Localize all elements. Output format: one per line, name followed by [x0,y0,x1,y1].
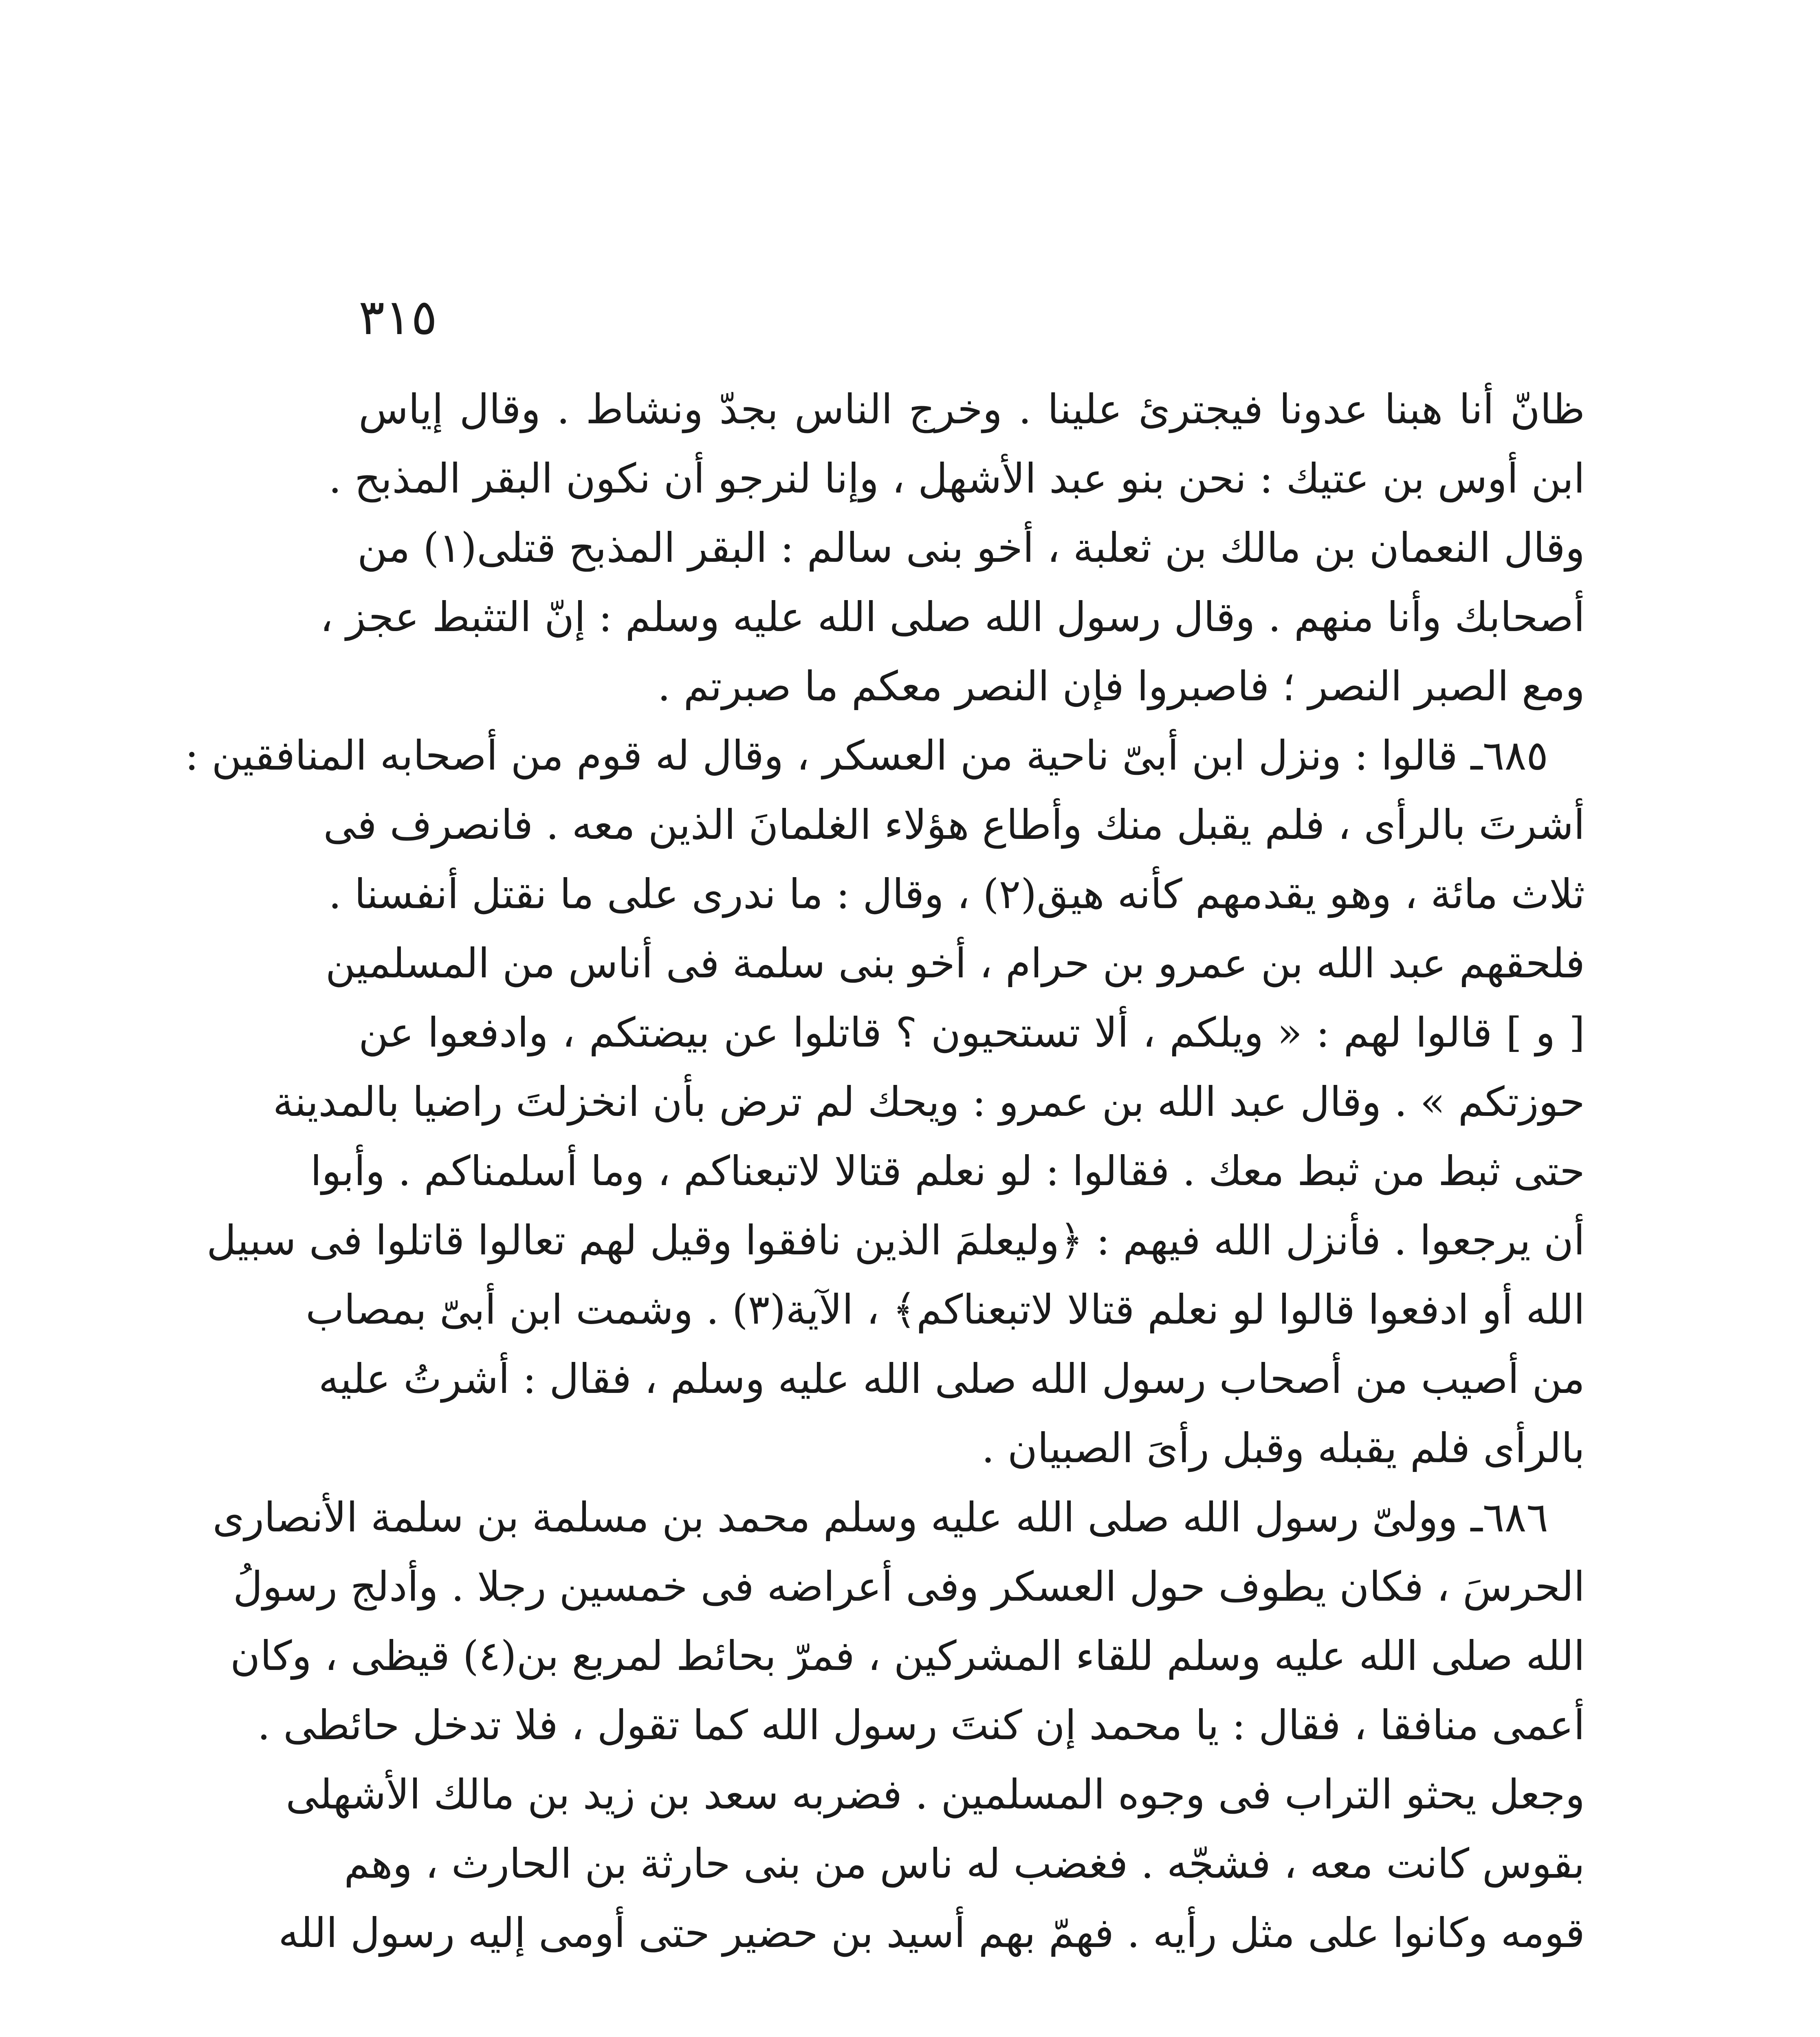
text-line: فلحقهم عبد الله بن عمرو بن حرام ، أخو بنى سلمة فى أناس من المسلمين [325,939,1585,987]
main-text [185,375,1585,1968]
text-line: ابن أوس بن عتيك : نحن بنو عبد الأشهل ، وإنا لنرجو أن نكون البقر المذبح . [328,455,1585,502]
text-line: أصحابك وأنا منهم . وقال رسول الله صلى الله عليه وسلم : إنّ التثبط عجز ، [320,593,1585,641]
text-line: ومع الصبر النصر ؛ فاصبروا فإن النصر معكم ما صبرتم . [657,662,1585,710]
text-line: أعمى منافقا ، فقال : يا محمد إن كنتَ رسول الله كما تقول ، فلا تدخل حائطى . [257,1701,1585,1749]
text-line: أشرتَ بالرأى ، فلم يقبل منك وأطاع هؤلاء الغلمانَ الذين معه . فانصرف فى [323,801,1585,849]
page-number: ٣١٥ [359,289,438,346]
paragraph-686-start: ٦٨٦ـ وولىّ رسول الله صلى الله عليه وسلم محمد بن مسلمة بن سلمة الأنصارى [212,1494,1548,1541]
text-line: ظانّ أنا هبنا عدونا فيجترئ علينا . وخرج الناس بجدّ ونشاط . وقال إياس [359,385,1585,433]
text-line: الحرسَ ، فكان يطوف حول العسكر وفى أعراضه فى خمسين رجلا . وأدلج رسولُ [233,1563,1585,1610]
text-line: الله صلى الله عليه وسلم للقاء المشركين ، فمرّ بحائط لمربع بن(٤) قيظى ، وكان [230,1632,1585,1680]
text-line: [ و ] قالوا لهم : « ويلكم ، ألا تستحيون ؟ قاتلوا عن بيضتكم ، وادفعوا عن [359,1009,1585,1056]
text-line: قومه وكانوا على مثل رأيه . فهمّ بهم أسيد بن حضير حتى أومى إليه رسول الله [278,1909,1585,1957]
text-line: حتى ثبط من ثبط معك . فقالوا : لو نعلم قتالا لاتبعناكم ، وما أسلمناكم . وأبوا [310,1147,1585,1195]
paragraph-685-start: ٦٨٥ـ قالوا : ونزل ابن أبىّ ناحية من العسكر ، وقال له قوم من أصحابه المنافقين : [185,732,1548,779]
text-line: وقال النعمان بن مالك بن ثعلبة ، أخو بنى سالم : البقر المذبح قتلى(١) من [357,524,1585,572]
text-line: حوزتكم » . وقال عبد الله بن عمرو : ويحك لم ترض بأن انخزلتَ راضيا بالمدينة [273,1078,1585,1126]
text-line: بقوس كانت معه ، فشجّه . فغضب له ناس من بنى حارثة بن الحارث ، وهم [344,1840,1585,1887]
text-line: أن يرجعوا . فأنزل الله فيهم : ﴿وليعلمَ الذين نافقوا وقيل لهم تعالوا قاتلوا فى سبيل [206,1216,1585,1264]
text-line: وجعل يحثو التراب فى وجوه المسلمين . فضربه سعد بن زيد بن مالك الأشهلى [286,1771,1585,1818]
text-line: من أصيب من أصحاب رسول الله صلى الله عليه وسلم ، فقال : أشرتُ عليه [318,1355,1585,1403]
text-line: الله أو ادفعوا قالوا لو نعلم قتالا لاتبعناكم﴾ ، الآية(٣) . وشمت ابن أبىّ بمصاب [306,1286,1585,1333]
text-line: بالرأى فلم يقبله وقبل رأىَ الصبيان . [982,1424,1585,1472]
text-line: ثلاث مائة ، وهو يقدمهم كأنه هيق(٢) ، وقال : ما ندرى على ما نقتل أنفسنا . [328,870,1585,918]
